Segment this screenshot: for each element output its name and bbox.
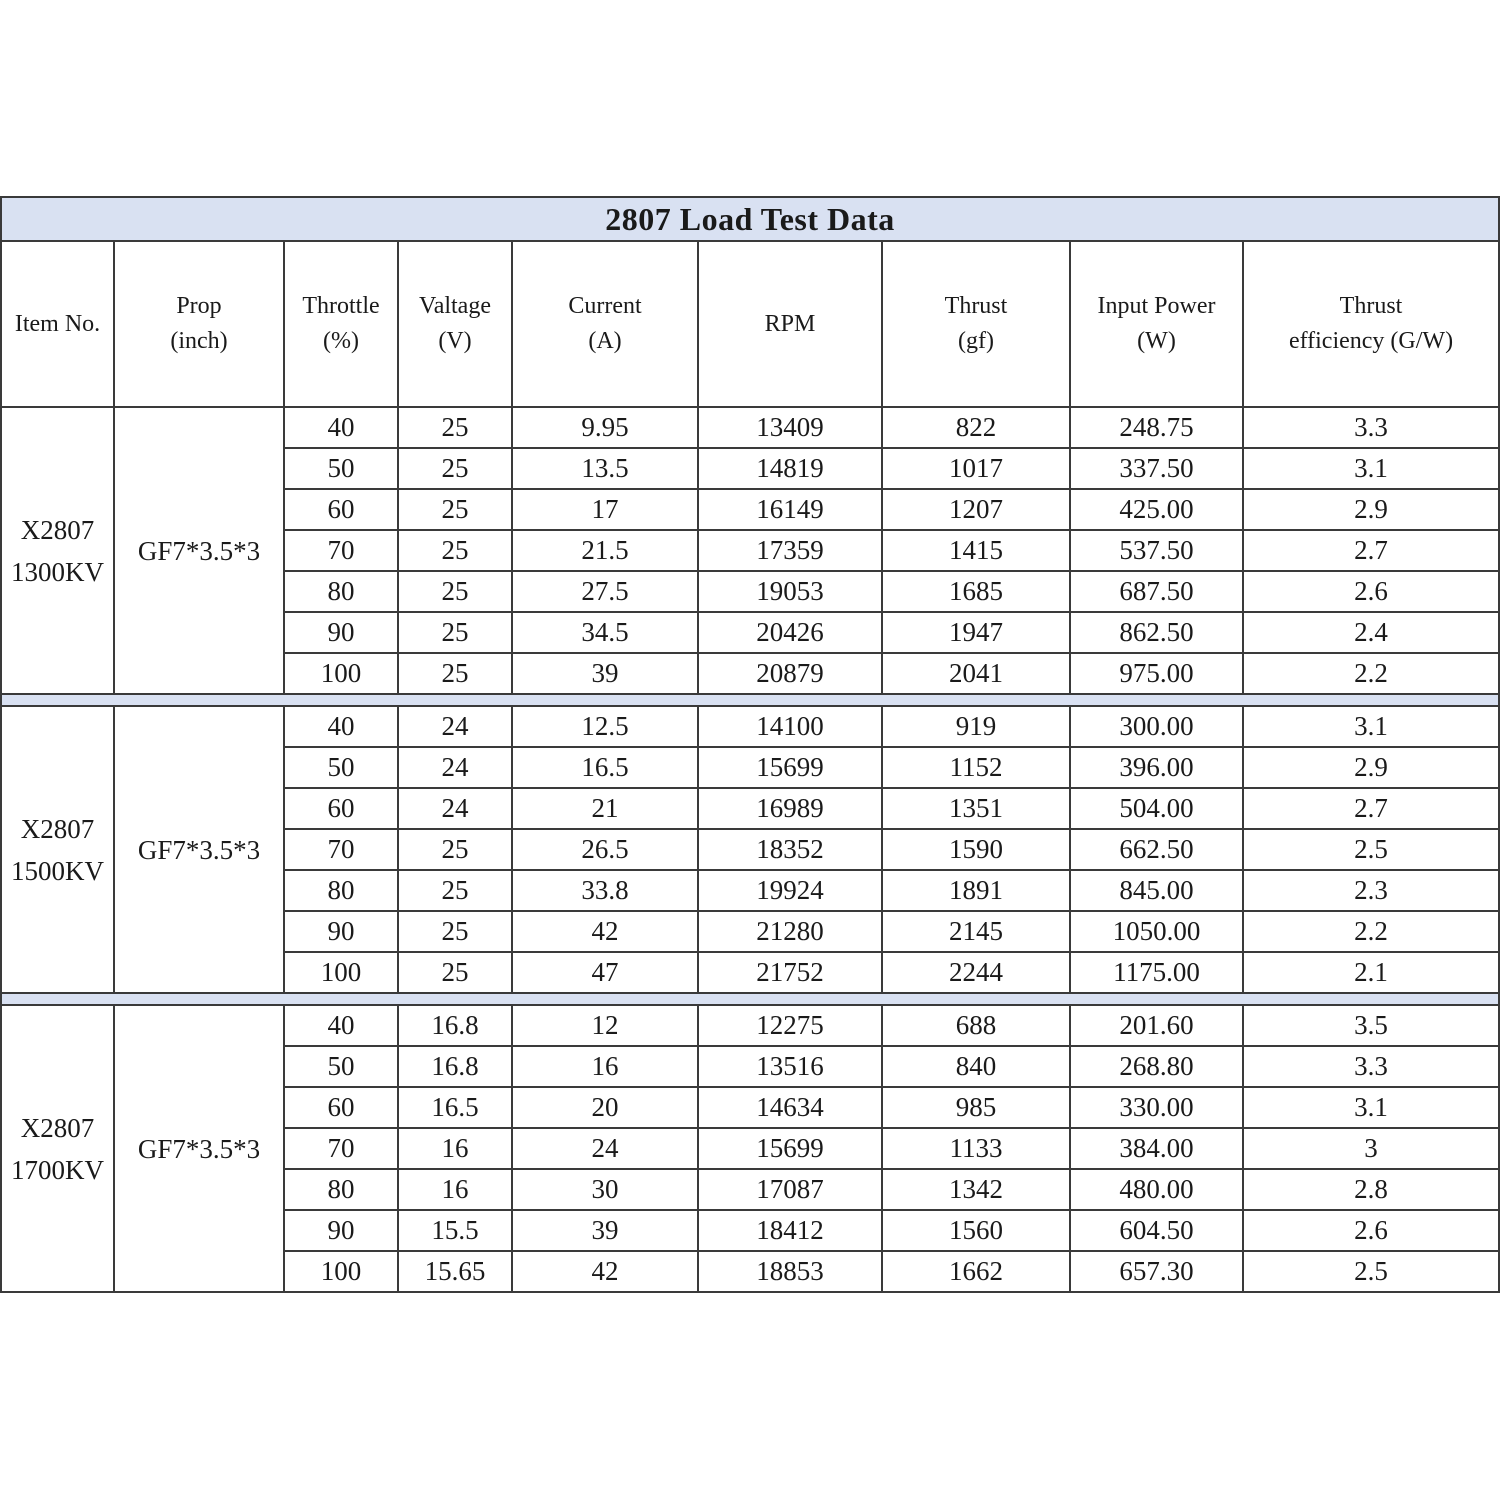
table-row	[1, 1005, 1499, 1046]
thrust-efficiency-cell: 2.3	[1243, 870, 1499, 911]
header-item-no-line: Item No.	[14, 310, 101, 337]
thrust-cell: 2244	[882, 952, 1070, 993]
header-rpm	[698, 241, 882, 407]
thrust-efficiency-cell: 2.1	[1243, 952, 1499, 993]
thrust-cell: 985	[882, 1087, 1070, 1128]
throttle-cell: 70	[284, 1128, 398, 1169]
current-cell: 17	[512, 489, 698, 530]
group-separator	[1, 993, 1499, 1005]
input-power-cell: 425.00	[1070, 489, 1243, 530]
item-no-cell	[1, 1005, 114, 1292]
header-item-no	[1, 241, 114, 407]
input-power-cell: 337.50	[1070, 448, 1243, 489]
throttle-cell: 40	[284, 706, 398, 747]
header-thrust-efficiency-line: efficiency (G/W)	[1288, 328, 1454, 354]
table-row	[1, 706, 1499, 747]
thrust-cell: 919	[882, 706, 1070, 747]
input-power-cell: 248.75	[1070, 407, 1243, 448]
rpm-cell: 13409	[698, 407, 882, 448]
header-voltage-line: Valtage	[419, 293, 491, 319]
voltage-cell: 24	[398, 788, 512, 829]
rpm-cell: 16989	[698, 788, 882, 829]
input-power-cell: 201.60	[1070, 1005, 1243, 1046]
table-title: 2807 Load Test Data	[1, 197, 1499, 241]
thrust-cell: 840	[882, 1046, 1070, 1087]
item-no-line: X2807	[20, 813, 95, 844]
input-power-cell: 268.80	[1070, 1046, 1243, 1087]
item-no-line: 1500KV	[11, 855, 104, 886]
throttle-cell: 90	[284, 911, 398, 952]
voltage-cell: 16.8	[398, 1046, 512, 1087]
current-cell: 20	[512, 1087, 698, 1128]
header-thrust-efficiency	[1243, 241, 1499, 407]
voltage-cell: 24	[398, 706, 512, 747]
voltage-cell: 25	[398, 870, 512, 911]
voltage-cell: 25	[398, 612, 512, 653]
group-separator-cell	[1, 993, 1499, 1005]
current-cell: 39	[512, 653, 698, 694]
header-throttle	[284, 241, 398, 407]
header-input-power-line: Input Power	[1097, 293, 1216, 319]
voltage-cell: 25	[398, 911, 512, 952]
rpm-cell: 18853	[698, 1251, 882, 1292]
header-thrust-line: Thrust	[944, 293, 1008, 319]
thrust-efficiency-cell: 2.2	[1243, 653, 1499, 694]
input-power-cell: 396.00	[1070, 747, 1243, 788]
voltage-cell: 25	[398, 952, 512, 993]
current-cell: 21	[512, 788, 698, 829]
current-cell: 16.5	[512, 747, 698, 788]
current-cell: 47	[512, 952, 698, 993]
thrust-efficiency-cell: 2.5	[1243, 1251, 1499, 1292]
rpm-cell: 18352	[698, 829, 882, 870]
throttle-cell: 70	[284, 829, 398, 870]
thrust-efficiency-cell: 3.3	[1243, 1046, 1499, 1087]
thrust-efficiency-cell: 2.6	[1243, 1210, 1499, 1251]
voltage-cell: 16	[398, 1128, 512, 1169]
input-power-cell: 330.00	[1070, 1087, 1243, 1128]
thrust-efficiency-cell: 2.7	[1243, 788, 1499, 829]
thrust-cell: 2041	[882, 653, 1070, 694]
item-no-line: 1300KV	[11, 556, 104, 587]
input-power-cell: 384.00	[1070, 1128, 1243, 1169]
thrust-cell: 822	[882, 407, 1070, 448]
rpm-cell: 16149	[698, 489, 882, 530]
header-current-line: Current	[568, 293, 642, 319]
input-power-cell: 1175.00	[1070, 952, 1243, 993]
current-cell: 9.95	[512, 407, 698, 448]
throttle-cell: 80	[284, 870, 398, 911]
thrust-efficiency-cell: 2.5	[1243, 829, 1499, 870]
thrust-efficiency-cell: 2.6	[1243, 571, 1499, 612]
thrust-efficiency-cell: 3.1	[1243, 448, 1499, 489]
input-power-cell: 662.50	[1070, 829, 1243, 870]
current-cell: 13.5	[512, 448, 698, 489]
thrust-efficiency-cell: 2.2	[1243, 911, 1499, 952]
rpm-cell: 17359	[698, 530, 882, 571]
item-no-line: X2807	[20, 514, 95, 545]
prop-cell: GF7*3.5*3	[114, 407, 284, 694]
header-rpm-line: RPM	[764, 310, 816, 337]
rpm-cell: 19924	[698, 870, 882, 911]
throttle-cell: 50	[284, 747, 398, 788]
rpm-cell: 14819	[698, 448, 882, 489]
current-cell: 12	[512, 1005, 698, 1046]
voltage-cell: 25	[398, 407, 512, 448]
header-voltage	[398, 241, 512, 407]
thrust-efficiency-cell: 2.9	[1243, 489, 1499, 530]
header-thrust-efficiency-line: Thrust	[1339, 293, 1403, 319]
input-power-cell: 845.00	[1070, 870, 1243, 911]
item-no-cell	[1, 407, 114, 694]
thrust-cell: 1891	[882, 870, 1070, 911]
rpm-cell: 21280	[698, 911, 882, 952]
voltage-cell: 25	[398, 571, 512, 612]
throttle-cell: 70	[284, 530, 398, 571]
voltage-cell: 15.65	[398, 1251, 512, 1292]
throttle-cell: 100	[284, 653, 398, 694]
current-cell: 39	[512, 1210, 698, 1251]
table-row	[1, 407, 1499, 448]
throttle-cell: 80	[284, 571, 398, 612]
item-no-line: X2807	[20, 1112, 95, 1143]
input-power-cell: 300.00	[1070, 706, 1243, 747]
rpm-cell: 20426	[698, 612, 882, 653]
header-throttle-line: (%)	[323, 328, 359, 354]
rpm-cell: 17087	[698, 1169, 882, 1210]
load-test-table	[0, 196, 1500, 1293]
input-power-cell: 975.00	[1070, 653, 1243, 694]
thrust-cell: 688	[882, 1005, 1070, 1046]
load-test-sheet	[0, 196, 1500, 1293]
thrust-cell: 1133	[882, 1128, 1070, 1169]
throttle-cell: 100	[284, 1251, 398, 1292]
rpm-cell: 20879	[698, 653, 882, 694]
thrust-cell: 1017	[882, 448, 1070, 489]
rpm-cell: 15699	[698, 1128, 882, 1169]
item-no-line: 1700KV	[11, 1154, 104, 1185]
group-separator-cell	[1, 694, 1499, 706]
header-input-power	[1070, 241, 1243, 407]
header-row	[1, 241, 1499, 407]
current-cell: 12.5	[512, 706, 698, 747]
rpm-cell: 21752	[698, 952, 882, 993]
input-power-cell: 657.30	[1070, 1251, 1243, 1292]
throttle-cell: 90	[284, 1210, 398, 1251]
header-throttle-line: Throttle	[302, 293, 380, 319]
rpm-cell: 12275	[698, 1005, 882, 1046]
throttle-cell: 90	[284, 612, 398, 653]
rpm-cell: 18412	[698, 1210, 882, 1251]
thrust-efficiency-cell: 3.3	[1243, 407, 1499, 448]
voltage-cell: 15.5	[398, 1210, 512, 1251]
throttle-cell: 50	[284, 448, 398, 489]
voltage-cell: 25	[398, 530, 512, 571]
header-voltage-line: (V)	[438, 328, 472, 354]
throttle-cell: 60	[284, 489, 398, 530]
thrust-cell: 1152	[882, 747, 1070, 788]
voltage-cell: 25	[398, 829, 512, 870]
input-power-cell: 604.50	[1070, 1210, 1243, 1251]
rpm-cell: 13516	[698, 1046, 882, 1087]
thrust-efficiency-cell: 2.4	[1243, 612, 1499, 653]
voltage-cell: 16.8	[398, 1005, 512, 1046]
rpm-cell: 14634	[698, 1087, 882, 1128]
prop-cell: GF7*3.5*3	[114, 706, 284, 993]
thrust-cell: 2145	[882, 911, 1070, 952]
header-current	[512, 241, 698, 407]
thrust-efficiency-cell: 2.9	[1243, 747, 1499, 788]
input-power-cell: 687.50	[1070, 571, 1243, 612]
input-power-cell: 537.50	[1070, 530, 1243, 571]
voltage-cell: 25	[398, 448, 512, 489]
thrust-efficiency-cell: 3.1	[1243, 706, 1499, 747]
current-cell: 16	[512, 1046, 698, 1087]
throttle-cell: 60	[284, 1087, 398, 1128]
current-cell: 26.5	[512, 829, 698, 870]
current-cell: 30	[512, 1169, 698, 1210]
throttle-cell: 50	[284, 1046, 398, 1087]
thrust-cell: 1560	[882, 1210, 1070, 1251]
voltage-cell: 25	[398, 489, 512, 530]
prop-cell: GF7*3.5*3	[114, 1005, 284, 1292]
header-thrust-line: (gf)	[958, 328, 994, 354]
throttle-cell: 40	[284, 407, 398, 448]
table-body	[1, 407, 1499, 1292]
header-prop-line: (inch)	[170, 328, 228, 354]
thrust-cell: 1207	[882, 489, 1070, 530]
voltage-cell: 25	[398, 653, 512, 694]
thrust-efficiency-cell: 3.5	[1243, 1005, 1499, 1046]
voltage-cell: 16.5	[398, 1087, 512, 1128]
input-power-cell: 480.00	[1070, 1169, 1243, 1210]
thrust-cell: 1351	[882, 788, 1070, 829]
current-cell: 42	[512, 911, 698, 952]
current-cell: 27.5	[512, 571, 698, 612]
current-cell: 34.5	[512, 612, 698, 653]
thrust-cell: 1947	[882, 612, 1070, 653]
header-prop-line: Prop	[176, 293, 222, 319]
thrust-efficiency-cell: 2.7	[1243, 530, 1499, 571]
current-cell: 33.8	[512, 870, 698, 911]
header-current-line: (A)	[588, 328, 622, 354]
throttle-cell: 100	[284, 952, 398, 993]
thrust-efficiency-cell: 3.1	[1243, 1087, 1499, 1128]
thrust-cell: 1415	[882, 530, 1070, 571]
current-cell: 21.5	[512, 530, 698, 571]
input-power-cell: 862.50	[1070, 612, 1243, 653]
rpm-cell: 19053	[698, 571, 882, 612]
item-no-cell	[1, 706, 114, 993]
header-thrust	[882, 241, 1070, 407]
thrust-efficiency-cell: 2.8	[1243, 1169, 1499, 1210]
voltage-cell: 24	[398, 747, 512, 788]
thrust-cell: 1590	[882, 829, 1070, 870]
thrust-cell: 1342	[882, 1169, 1070, 1210]
thrust-cell: 1662	[882, 1251, 1070, 1292]
throttle-cell: 80	[284, 1169, 398, 1210]
throttle-cell: 60	[284, 788, 398, 829]
rpm-cell: 14100	[698, 706, 882, 747]
thrust-efficiency-cell: 3	[1243, 1128, 1499, 1169]
current-cell: 42	[512, 1251, 698, 1292]
header-prop	[114, 241, 284, 407]
voltage-cell: 16	[398, 1169, 512, 1210]
current-cell: 24	[512, 1128, 698, 1169]
throttle-cell: 40	[284, 1005, 398, 1046]
group-separator	[1, 694, 1499, 706]
input-power-cell: 1050.00	[1070, 911, 1243, 952]
thrust-cell: 1685	[882, 571, 1070, 612]
header-input-power-line: (W)	[1137, 328, 1176, 354]
input-power-cell: 504.00	[1070, 788, 1243, 829]
rpm-cell: 15699	[698, 747, 882, 788]
